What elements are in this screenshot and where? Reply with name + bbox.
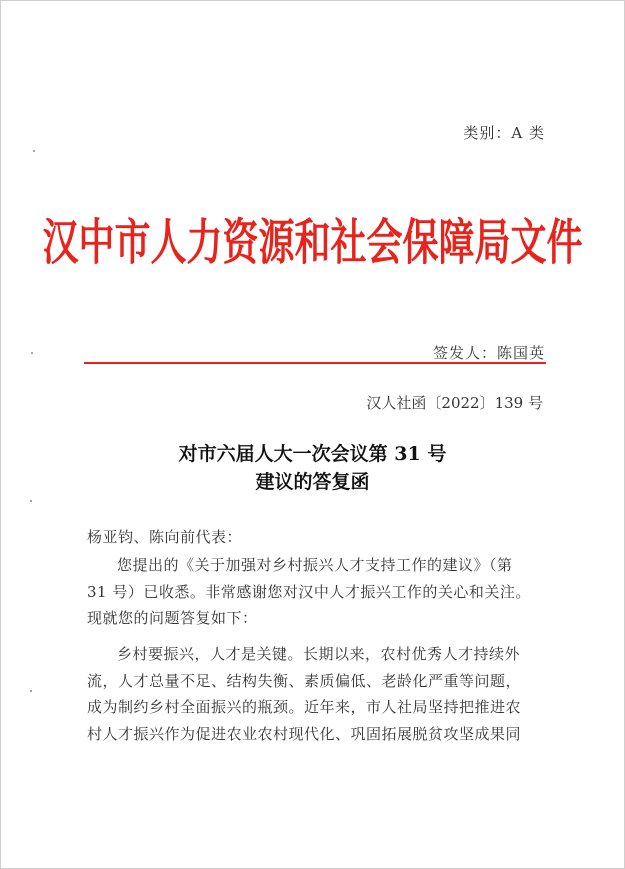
paragraph-line: 流，人才总量不足、结构失衡、素质偏低、老龄化严重等问题， — [87, 671, 522, 690]
paragraph-line: 31 号）已收悉。非常感谢您对汉中人才振兴工作的关心和关注。 — [87, 582, 531, 601]
red-separator-line — [84, 362, 546, 364]
document-title-line-2: 建议的答复函 — [255, 471, 370, 493]
document-category: 类别：A 类 — [463, 124, 545, 142]
paragraph-2 — [87, 641, 547, 747]
scan-speck — [30, 500, 32, 502]
issuer-signature: 签发人：陈国英 — [432, 344, 545, 362]
paragraph-line: 现就您的问题答复如下： — [87, 609, 258, 627]
scan-speck — [31, 352, 33, 354]
paragraph-1 — [87, 552, 547, 632]
scan-speck — [30, 690, 32, 692]
scan-speck — [33, 150, 35, 152]
paragraph-line: 成为制约乡村全面振兴的瓶颈。近年来，市人社局坚持把推进农 — [87, 698, 522, 716]
document-number: 汉人社函〔2022〕139 号 — [366, 394, 543, 412]
paragraph-line: 乡村要振兴，人才是关键。长期以来，农村优秀人才持续外 — [117, 645, 521, 663]
document-title-line-1: 对市六届人大一次会议第 31 号 — [178, 443, 447, 465]
paragraph-line: 村人才振兴作为促进农业农村现代化、巩固拓展脱贫攻坚成果同 — [87, 724, 522, 743]
salutation: 杨亚钧、陈向前代表： — [87, 528, 243, 546]
red-masthead: 汉中市人力资源和社会保障局文件 — [42, 215, 583, 272]
paragraph-line: 您提出的《关于加强对乡村振兴人才支持工作的建议》（第 — [117, 556, 513, 574]
